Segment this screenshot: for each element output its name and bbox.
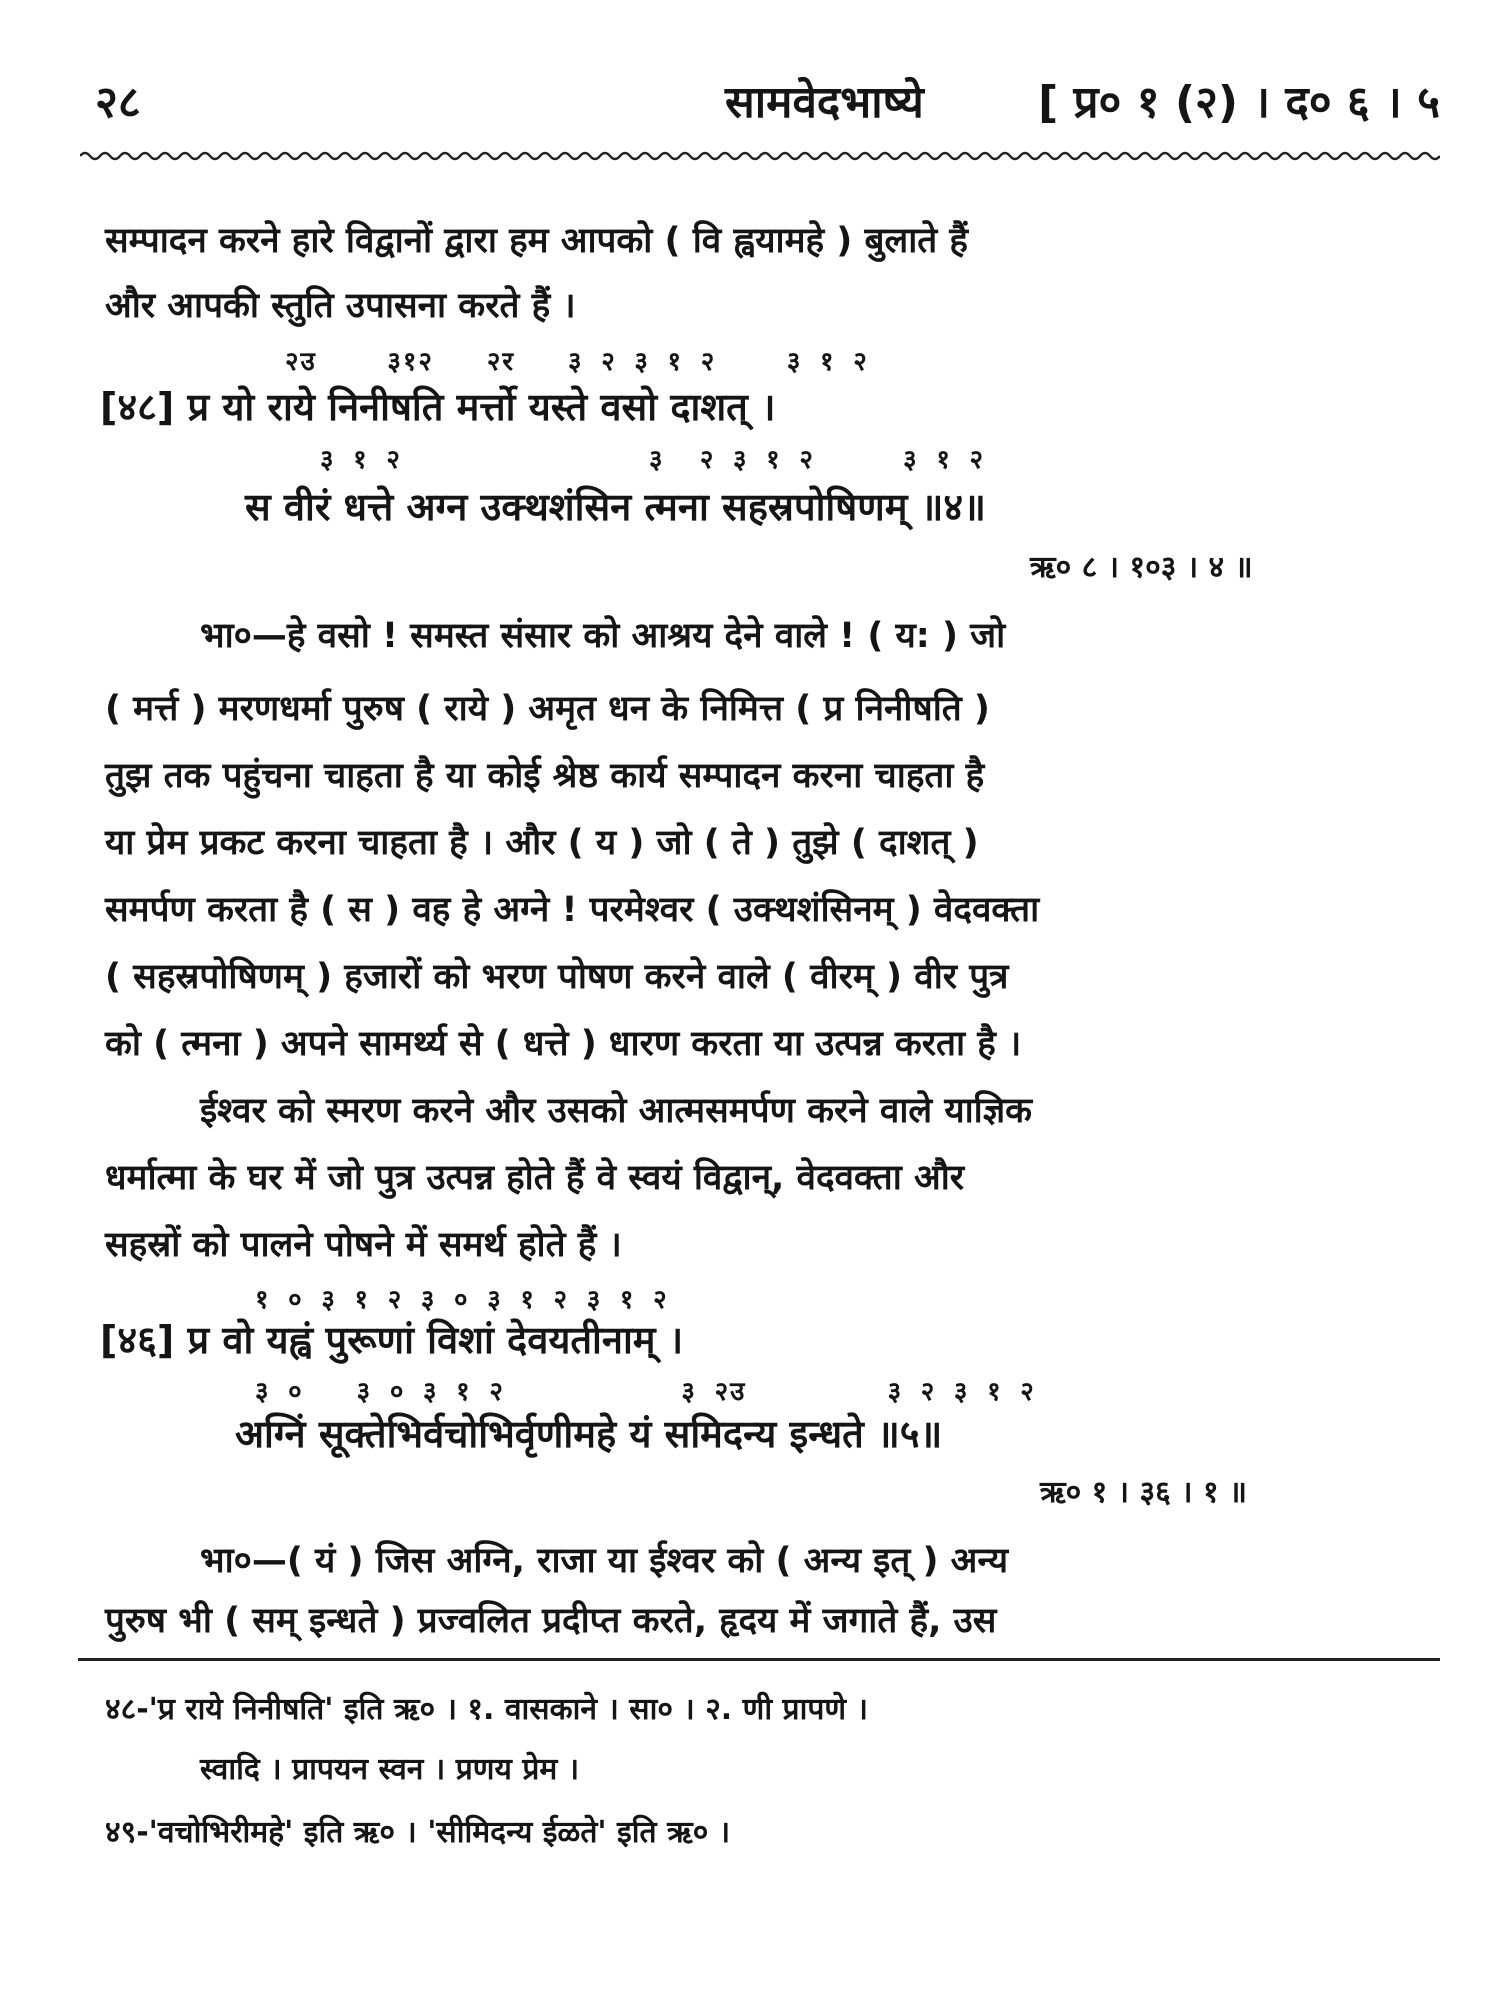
verse-line: [४६] प्र वो यह्वं पुरूणां विशां देवयतीनाम् । bbox=[100, 1318, 684, 1362]
footnote-line: ४८-'प्र राये निनीषति' इति ऋ० । १. वासकाने । सा० । २. णी प्रापणे । bbox=[105, 1692, 868, 1727]
commentary-line: सहस्रों को पालने पोषने में समर्थ होते हैं । bbox=[105, 1225, 622, 1265]
section-reference: [ प्र० १ (२) । द० ६ । ५ bbox=[1038, 77, 1440, 128]
verse-source: ऋ० १ । ३६ । १ ॥ bbox=[1040, 1475, 1247, 1510]
commentary-line: को ( त्मना ) अपने सामर्थ्य से ( धत्ते ) धारण करता या उत्पन्न करता है । bbox=[105, 1024, 1022, 1064]
commentary-line: ( सहस्रपोषिणम् ) हजारों को भरण पोषण करने वाले ( वीरम् ) वीर पुत्र bbox=[105, 957, 1009, 997]
svara-marks: ३ १ २ ३ २ ३ १ २ ३ १ २ bbox=[320, 445, 986, 475]
footnote-line: ४९-'वचोभिरीमहे' इति ऋ० । 'सीमिदन्य ईळते' इति ऋ० । bbox=[105, 1815, 731, 1850]
page-number: २८ bbox=[95, 77, 141, 128]
svara-marks: १ ० ३ १ २ ३ ० ३ १ २ ३ १ २ bbox=[255, 1285, 669, 1315]
commentary-line: ईश्वर को स्मरण करने और उसको आत्मसमर्पण करने वाले याज्ञिक bbox=[200, 1091, 1033, 1131]
running-title: सामवेदभाष्ये bbox=[725, 77, 924, 128]
commentary-line: पुरुष भी ( सम् इन्धते ) प्रज्वलित प्रदीप्त करते, हृदय में जगाते हैं, उस bbox=[105, 1601, 997, 1641]
commentary-line: भा०—हे वसो ! समस्त संसार को आश्रय देने वाले ! ( य: ) जो bbox=[200, 616, 1006, 656]
commentary-line: भा०—( यं ) जिस अग्नि, राजा या ईश्वर को ( अन्य इत् ) अन्य bbox=[200, 1541, 1009, 1581]
intro-line: और आपकी स्तुति उपासना करते हैं । bbox=[105, 286, 576, 326]
header-wavy-rule bbox=[80, 148, 1440, 164]
footnote-rule bbox=[78, 1658, 1440, 1661]
verse-line: स वीरं धत्ते अग्न उक्थशंसिन त्मना सहस्रपोषिणम् ॥४॥ bbox=[245, 485, 986, 529]
commentary-line: या प्रेम प्रकट करना चाहता है । और ( य ) जो ( ते ) तुझे ( दाशत् ) bbox=[105, 823, 979, 863]
svara-marks: ३ ० ३ ० ३ १ २ ३ २उ ३ २ ३ १ २ bbox=[255, 1377, 1036, 1407]
verse-line: अग्निं सूक्तेभिर्वचोभिर्वृणीमहे यं समिदन्य इन्धते ॥५॥ bbox=[235, 1412, 943, 1456]
verse-source: ऋ० ८ । १०३ । ४ ॥ bbox=[1030, 550, 1253, 585]
page-header bbox=[95, 62, 1440, 132]
intro-line: सम्पादन करने हारे विद्वानों द्वारा हम आपको ( वि ह्वयामहे ) बुलाते हैं bbox=[105, 221, 968, 261]
commentary-line: ( मर्त्त ) मरणधर्मा पुरुष ( राये ) अमृत धन के निमित्त ( प्र निनीषति ) bbox=[105, 689, 990, 729]
footnote-line: स्वादि । प्रापयन स्वन । प्रणय प्रेम । bbox=[200, 1752, 580, 1787]
verse-line: [४८] प्र यो राये निनीषति मर्त्तो यस्ते वसो दाशत् । bbox=[100, 385, 776, 429]
commentary-line: तुझ तक पहुंचना चाहता है या कोई श्रेष्ठ कार्य सम्पादन करना चाहता है bbox=[105, 756, 985, 796]
svara-marks: २उ ३१२ २र ३ २ ३ १ २ ३ १ २ bbox=[285, 347, 869, 377]
commentary-line: समर्पण करता है ( स ) वह हे अग्ने ! परमेश्वर ( उक्थशंसिनम् ) वेदवक्ता bbox=[105, 890, 1040, 930]
commentary-line: धर्मात्मा के घर में जो पुत्र उत्पन्न होते हैं वे स्वयं विद्वान्, वेदवक्ता और bbox=[105, 1158, 965, 1198]
